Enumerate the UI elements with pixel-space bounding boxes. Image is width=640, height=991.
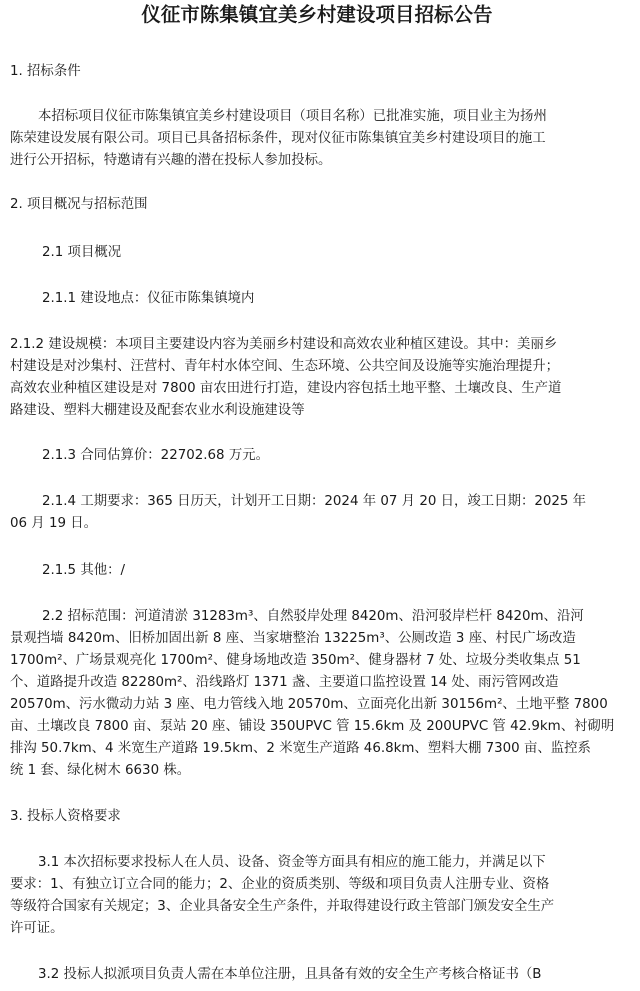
paragraph-line: 许可证。 [10, 921, 64, 936]
paragraph-line: 要求：1、有独立订立合同的能力；2、企业的资质类别、等级和项目负责人注册专业、资格 [10, 877, 550, 892]
paragraph-line: 陈荣建设发展有限公司。项目已具备招标条件，现对仪征市陈集镇宜美乡村建设项目的施工 [10, 131, 546, 146]
paragraph-line: 本招标项目仪征市陈集镇宜美乡村建设项目（项目名称）已批准实施，项目业主为扬州 [38, 109, 547, 124]
paragraph-line: 2.1.2 建设规模：本项目主要建设内容为美丽乡村建设和高效农业种植区建设。其中：美丽乡 [10, 337, 558, 352]
paragraph-line: 路建设、塑料大棚建设及配套农业水利设施建设等 [10, 403, 305, 418]
page-title: 仪征市陈集镇宜美乡村建设项目招标公告 [141, 3, 493, 26]
paragraph-line: 进行公开招标，特邀请有兴趣的潜在投标人参加投标。 [10, 153, 332, 168]
paragraph-line: 3.1 本次招标要求投标人在人员、设备、资金等方面具有相应的施工能力，并满足以下 [38, 855, 546, 870]
paragraph-line: 2.1.3 合同估算价：22702.68 万元。 [42, 448, 269, 463]
paragraph-line: 20570m、污水微动力站 3 座、电力管线入地 20570m、立面亮化出新 30156m²、土地平整 7800 [10, 697, 608, 712]
paragraph-line: 等级符合国家有关规定；3、企业具备安全生产条件，并取得建设行政主管部门颁发安全生产 [10, 899, 555, 914]
section-heading: 3. 投标人资格要求 [10, 809, 121, 824]
paragraph-line: 亩、土壤改良 7800 亩、泵站 20 座、铺设 350UPVC 管 15.6km 及 200UPVC 管 42.9km、衬砌明 [10, 719, 615, 734]
paragraph-line: 2.1.5 其他：/ [42, 563, 126, 578]
subsection-heading: 2.1 项目概况 [42, 245, 122, 260]
paragraph-line: 统 1 套、绿化树木 6630 株。 [10, 763, 191, 778]
paragraph-line: 2.1.1 建设地点：仪征市陈集镇境内 [42, 291, 255, 306]
paragraph-line: 村建设是对沙集村、汪营村、青年村水体空间、生态环境、公共空间及设施等实施治理提升； [10, 359, 560, 374]
paragraph-line: 2.2 招标范围：河道清淤 31283m³、自然驳岸处理 8420m、沿河驳岸栏杆 8420m、沿河 [42, 609, 584, 624]
section-heading: 2. 项目概况与招标范围 [10, 197, 148, 212]
paragraph-line: 06 月 19 日。 [10, 516, 98, 531]
paragraph-line: 排沟 50.7km、4 米宽生产道路 19.5km、2 米宽生产道路 46.8km、塑料大棚 7300 亩、监控系 [10, 741, 591, 756]
section-heading: 1. 招标条件 [10, 64, 81, 79]
paragraph-line: 1700m²、广场景观亮化 1700m²、健身场地改造 350m²、健身器材 7 处、垃圾分类收集点 51 [10, 653, 581, 668]
paragraph-line: 个、道路提升改造 82280m²、沿线路灯 1371 盏、主要道口监控设置 14 处、雨污管网改造 [10, 675, 559, 690]
paragraph-line: 3.2 投标人拟派项目负责人需在本单位注册，且具备有效的安全生产考核合格证书（B [38, 967, 542, 982]
paragraph-line: 景观挡墙 8420m、旧桥加固出新 8 座、当家塘整治 13225m³、公厕改造 3 座、村民广场改造 [10, 631, 576, 646]
paragraph-line: 2.1.4 工期要求：365 日历天，计划开工日期：2024 年 07 月 20 日，竣工日期：2025 年 [42, 494, 587, 509]
paragraph-line: 高效农业种植区建设是对 7800 亩农田进行打造，建设内容包括土地平整、土壤改良、生产道 [10, 381, 562, 396]
